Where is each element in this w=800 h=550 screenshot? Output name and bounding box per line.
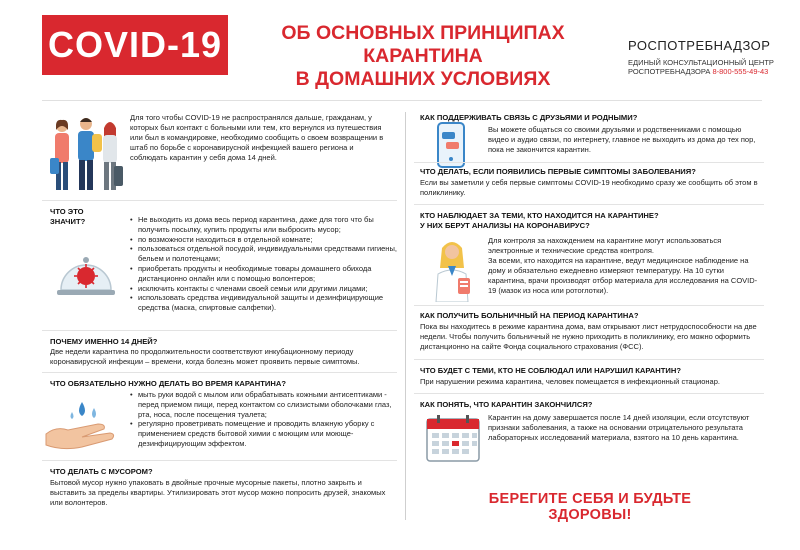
section-divider: [414, 305, 764, 306]
meaning-heading: ЧТО ЭТО ЗНАЧИТ?: [50, 207, 86, 226]
section-divider: [42, 200, 397, 201]
section-divider: [414, 359, 764, 360]
must-list: [129, 390, 400, 449]
list-item: • пользоваться отдельной посудой, индивидуальными средствами гигиены, бельем и полотенцами;: [138, 244, 400, 264]
doctor-illustration: [428, 238, 476, 302]
column-divider: [405, 112, 406, 520]
section-divider: [42, 330, 397, 331]
header-divider: [42, 100, 762, 101]
why14-text: Две недели карантина по продолжительности соответствуют инкубационному периоду коронавирусной инфекции – времени, когда болезнь может проявить первые симптомы.: [50, 347, 360, 366]
monitor-heading: [420, 211, 760, 231]
calendar-icon: [425, 413, 481, 463]
contact-heading: КАК ПОДДЕРЖИВАТЬ СВЯЗЬ С ДРУЗЬЯМИ И РОДНЫМИ?: [420, 113, 638, 122]
violate-heading: ЧТО БУДЕТ С ТЕМИ, КТО НЕ СОБЛЮДАЛ ИЛИ НАРУШИЛ КАРАНТИН?: [420, 366, 681, 375]
violate-text: При нарушении режима карантина, человек помещается в инфекционный стационар.: [420, 377, 720, 386]
agency-name: РОСПОТРЕБНАДЗОР: [628, 38, 771, 53]
list-item: • мыть руки водой с мылом или обрабатывать кожными антисептиками - перед приемом пищи, перед контактом со слизистыми оболочками глаз, рта, носа, после посещения туалета;: [138, 390, 400, 419]
monitor-heading-line2: У НИХ БЕРУТ АНАЛИЗЫ НА КОРОНАВИРУС?: [420, 221, 590, 230]
consult-center-line2: РОСПОТРЕБНАДЗОРА: [628, 67, 711, 76]
intro-text: Для того чтобы COVID-19 не распространялся дальше, гражданам, у которых был контакт с больными или тем, кто вернулся из путешествия или был в командировке, необходимо сообщить о своем возвращении в штаб по борьбе с коронавирусной инфекцией вашего региона и соблюдать карантин у себя дома 14 дней.: [130, 113, 384, 162]
list-item: • регулярно проветривать помещение и проводить влажную уборку с применением средств бытовой химии с моющим или моюще-дезинфицирующим эффектом.: [138, 419, 400, 448]
hand-washing-icon: [42, 398, 118, 450]
page-title: [243, 22, 603, 91]
must-heading: ЧТО ОБЯЗАТЕЛЬНО НУЖНО ДЕЛАТЬ ВО ВРЕМЯ КАРАНТИНА?: [50, 379, 286, 388]
monitor-text-1: Для контроля за нахождением на карантине могут использоваться электронные и технические средства контроля.: [488, 236, 722, 255]
sick-leave-text: Пока вы находитесь в режиме карантина дома, вам открывают лист нетрудоспособности на две недели. Чтобы получить больничный не нужно приходить в поликлинику, его можно оформить дистанционно на сайте Фонда социального страхования (ФСС).: [420, 322, 757, 351]
trash-text: Бытовой мусор нужно упаковать в двойные прочные мусорные пакеты, плотно закрыть и выставить за пределы квартиры. Утилизировать этот мусор можно попросить друзей, знакомых или волонтеров.: [50, 478, 386, 507]
title-line-1: ОБ ОСНОВНЫХ ПРИНЦИПАХ КАРАНТИНА: [281, 22, 565, 67]
meaning-list: [129, 215, 400, 313]
trash-heading: ЧТО ДЕЛАТЬ С МУСОРОМ?: [50, 467, 153, 476]
consult-center: [628, 58, 774, 76]
section-divider: [414, 204, 764, 205]
covid-logo: COVID-19: [42, 15, 228, 75]
list-item: • использовать средства индивидуальной защиты и дезинфицирующие средства (маска, спиртовые салфетки).: [138, 293, 400, 313]
symptoms-text: Если вы заметили у себя первые симптомы COVID-19 необходимо сразу же сообщить об этом в поликлинику.: [420, 178, 758, 197]
slogan: БЕРЕГИТЕ СЕБЯ И БУДЬТЕ ЗДОРОВЫ!: [488, 491, 692, 523]
section-divider: [414, 162, 764, 163]
monitor-heading-line1: КТО НАБЛЮДАЕТ ЗА ТЕМИ, КТО НАХОДИТСЯ НА КАРАНТИНЕ?: [420, 211, 659, 220]
section-divider: [414, 393, 764, 394]
monitor-text: [488, 236, 764, 296]
consult-center-line1: ЕДИНЫЙ КОНСУЛЬТАЦИОННЫЙ ЦЕНТР: [628, 58, 774, 67]
section-divider: [42, 460, 397, 461]
list-item: • исключить контакты с членами своей семьи или другими лицами;: [138, 284, 400, 294]
travelers-illustration: [48, 112, 124, 198]
sick-leave-heading: КАК ПОЛУЧИТЬ БОЛЬНИЧНЫЙ НА ПЕРИОД КАРАНТИНА?: [420, 311, 639, 320]
end-heading: КАК ПОНЯТЬ, ЧТО КАРАНТИН ЗАКОНЧИЛСЯ?: [420, 400, 593, 409]
monitor-text-2: За всеми, кто находится на карантине, ведут медицинское наблюдение на дому и обязательно ежедневно измеряют температуру. На 10 сутки карантина, врачи производят отбор материала для исследования на COVID-19 (мазок из носа или ротоглотки).: [488, 256, 758, 295]
virus-under-dome-icon: [55, 240, 117, 298]
symptoms-heading: ЧТО ДЕЛАТЬ, ЕСЛИ ПОЯВИЛИСЬ ПЕРВЫЕ СИМПТОМЫ ЗАБОЛЕВАНИЯ?: [420, 167, 696, 176]
end-text: Карантин на дому завершается после 14 дней изоляции, если отсутствуют признаки заболевания, а также на основании отрицательного результата лабораторных исследований материала, взятого на 10 день карантина.: [488, 413, 750, 442]
hotline-phone[interactable]: 8-800-555-49-43: [712, 67, 769, 76]
why14-heading: ПОЧЕМУ ИМЕННО 14 ДНЕЙ?: [50, 337, 158, 346]
contact-text: Вы можете общаться со своими друзьями и родственниками с помощью видео и аудио связи, по интернету, главное не выходить из дома до тех пор, пока не закончится карантин.: [488, 125, 756, 154]
list-item: • по возможности находиться в отдельной комнате;: [138, 235, 400, 245]
list-item: • Не выходить из дома весь период карантина, даже для того что бы получить посылку, купить продукты или выбросить мусор;: [138, 215, 400, 235]
list-item: • приобретать продукты и необходимые товары домашнего обихода дистанционно онлайн или с помощью волонтеров;: [138, 264, 400, 284]
chat-bubbles-icon: [439, 124, 463, 166]
title-line-2: В ДОМАШНИХ УСЛОВИЯХ: [295, 68, 551, 90]
section-divider: [42, 372, 397, 373]
